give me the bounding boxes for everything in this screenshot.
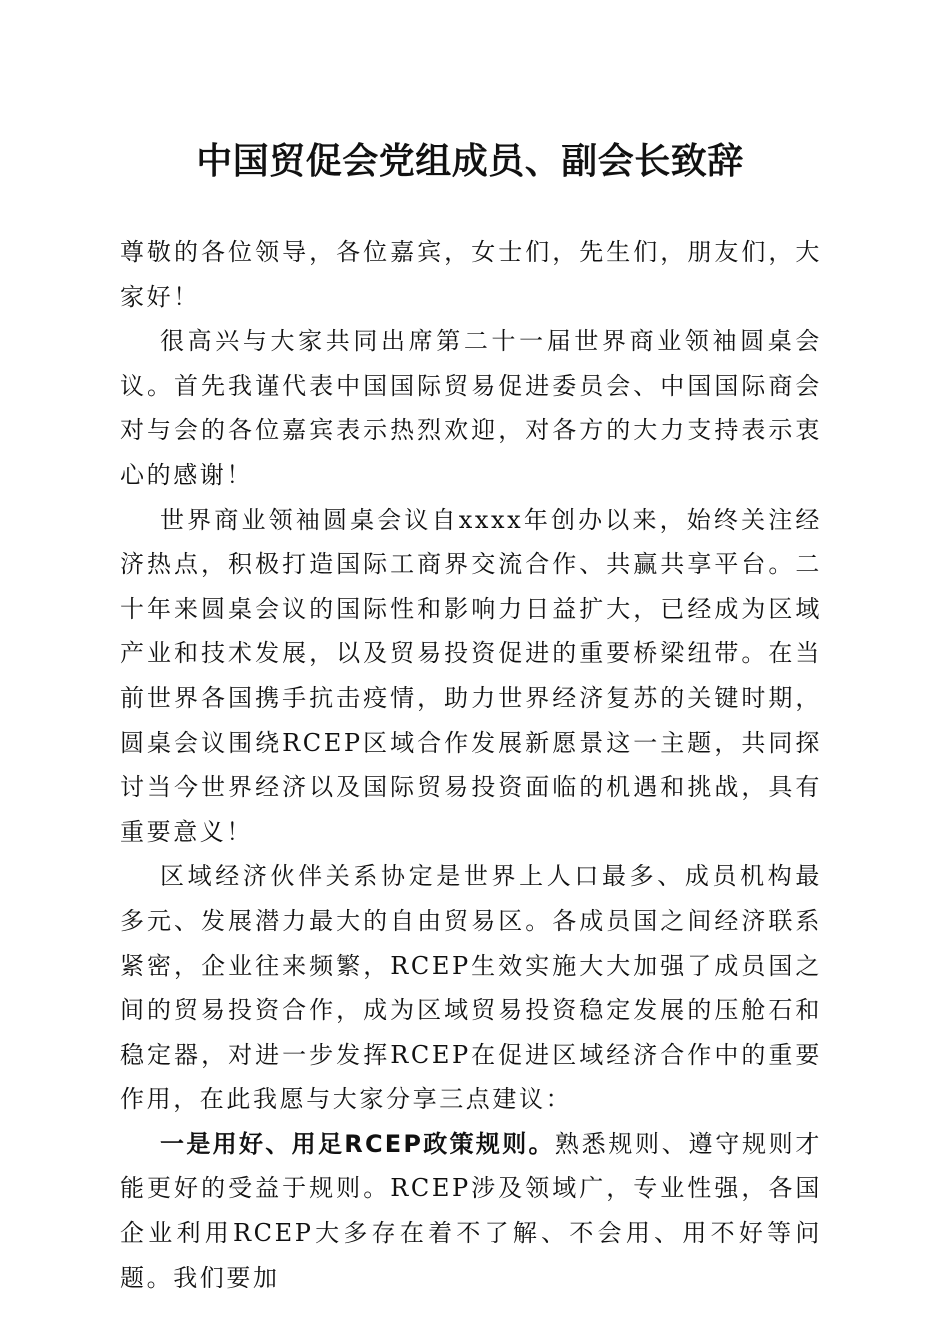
body-paragraph-3: 区域经济伙伴关系协定是世界上人口最多、成员机构最多元、发展潜力最大的自由贸易区。各成员国之间经济联系紧密，企业往来频繁，RCEP生效实施大大加强了成员国之间的贸易投资合作，成为区域贸易投资稳定发展的压舱石和稳定器，对进一步发挥RCEP在促进区域经济合作中的重要作用，在此我愿与大家分享三点建议： <box>120 862 822 1114</box>
point-one-text: 熟悉规则、遵守规则才能更好的受益于规则。RCEP涉及领域广，专业性强，各国企业利用RCEP大多存在着不了解、不会用、用不好等问题。我们要加 <box>120 1129 823 1292</box>
body-paragraph-2: 世界商业领袖圆桌会议自xxxx年创办以来，始终关注经济热点，积极打造国际工商界交流合作、共赢共享平台。二十年来圆桌会议的国际性和影响力日益扩大，已经成为区域产业和技术发展，以及贸易投资促进的重要桥梁纽带。在当前世界各国携手抗击疫情，助力世界经济复苏的关键时期，圆桌会议围绕RCEP区域合作发展新愿景这一主题，共同探讨当今世界经济以及国际贸易投资面临的机遇和挑战，具有重要意义！ <box>120 505 822 846</box>
salutation-paragraph: 尊敬的各位领导，各位嘉宾，女士们，先生们，朋友们，大家好！ <box>120 238 822 311</box>
body-paragraph-1: 很高兴与大家共同出席第二十一届世界商业领袖圆桌会议。首先我谨代表中国国际贸易促进委员会、中国国际商会对与会的各位嘉宾表示热烈欢迎，对各方的大力支持表示衷心的感谢！ <box>120 327 822 489</box>
document-body <box>120 230 822 1300</box>
point-one-heading: 一是用好、用足RCEP政策规则。 <box>160 1129 555 1158</box>
body-paragraph-4 <box>120 1122 822 1300</box>
document-title: 中国贸促会党组成员、副会长致辞 <box>196 140 744 182</box>
